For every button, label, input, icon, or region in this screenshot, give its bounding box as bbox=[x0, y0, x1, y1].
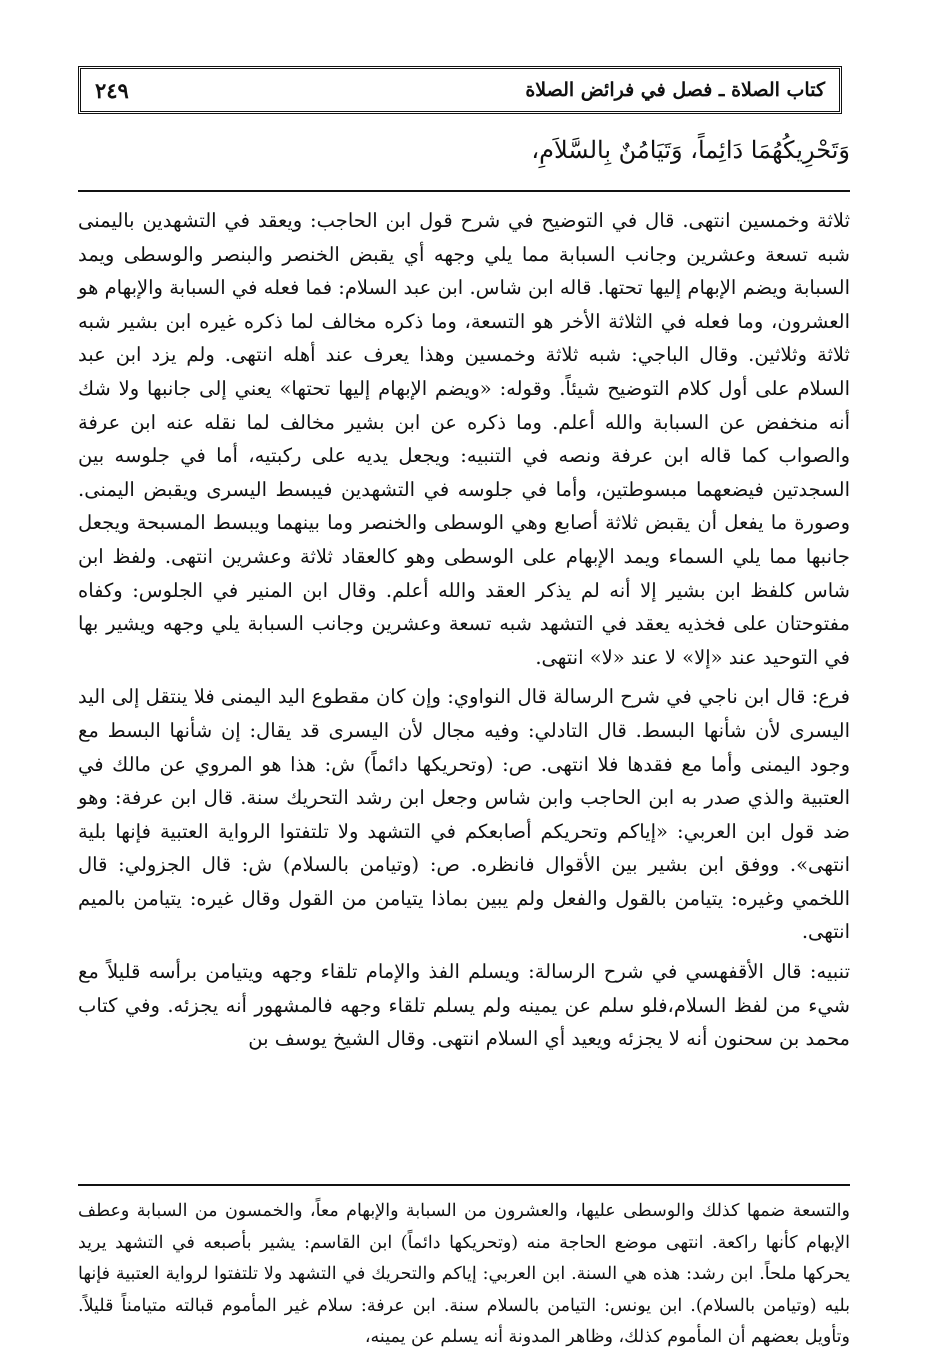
commentary-paragraph: فرع: قال ابن ناجي في شرح الرسالة قال النواوي: وإن كان مقطوع اليد اليمنى فلا ينتقل إلى اليد اليسرى لأن شأنها البسط. قال التادلي: وفيه مجال لأن اليسرى قد يقال: إن شأنها البسط مع وجود اليمنى وأما مع فقدها فلا انتهى. ص: (وتحريكها دائماً) ش: هذا هو المروي عن مالك في العتبية والذي صدر به ابن الحاجب وابن شاس وجعل ابن رشد التحريك سنة. قال ابن عرفة: وهو ضد قول ابن العربي: «إياكم وتحريكم أصابعكم في التشهد ولا تلتفتوا الرواية العتبية فإنها بلية انتهى». ووفق ابن بشير بين الأقوال فانظره. ص: (وتيامن بالسلام) ش: قال الجزولي: قال اللخمي وغيره: يتيامن بالقول والفعل ولم يبين بماذا يتيامن من القول وقال غيره: يتيامن بالميم انتهى. bbox=[78, 685, 850, 944]
matn-divider bbox=[78, 190, 850, 192]
commentary-paragraph: ثلاثة وخمسين انتهى. قال في التوضيح في شرح قول ابن الحاجب: ويعقد في التشهدين باليمنى شبه تسعة وعشرين وجانب السبابة مما يلي وجهه أي يقبض الخنصر والبنصر والوسطى ويمد السبابة ويضم الإبهام إليها تحتها. قاله ابن شاس. ابن عبد السلام: فما فعله في السبابة والإبهام هو العشرون، وما فعله في الثلاثة الأخر هو التسعة، وما ذكره مخالف لما ذكره غيره ابن بشير شبه ثلاثة وثلاثين. وقال الباجي: شبه ثلاثة وخمسين وهذا يعرف عند أهله انتهى. ولم يزد ابن عبد السلام على أول كلام التوضيح شيئاً. وقوله: «ويضم الإبهام إليها تحتها» يعني إلى جانبها ولا شك أنه منخفض عن السبابة والله أعلم. وما ذكره عن ابن بشير مخالف لما نقله عنه ابن عرفة والصواب كما قاله ابن عرفة ونصه في التنبيه: ويجعل يديه على ركبتيه، أما في جلوسه بين السجدتين فيضعهما مبسوطتين، وأما في جلوسه في التشهدين فيبسط اليسرى ويقبض اليمنى. وصورة ما يفعل أن يقبض ثلاثة أصابع وهي الوسطى والخنصر وما بينهما ويبسط المسبحة ويجعل جانبها مما يلي السماء ويمد الإبهام على الوسطى وهو كالعقاد ثلاثة وعشرين انتهى. ولفظ ابن شاس كلفظ ابن بشير إلا أنه لم يذكر العقد والله أعلم. وقال ابن المنير في الجلوس: وكفاه مفتوحتان على فخذيه يعقد في التشهد شبه تسعة وعشرين وجانب السبابة يلي وجهه ويشير بها في التوحيد عند «إلا» لا عند «لا» انتهى. bbox=[78, 209, 850, 669]
page-number: ٢٤٩ bbox=[95, 77, 129, 103]
commentary-paragraph: تنبيه: قال الأقفهسي في شرح الرسالة: ويسلم الفذ والإمام تلقاء وجهه ويتيامن برأسه قليلاً مع شيء من لفظ السلام،فلو سلم عن يمينه ولم يسلم تلقاء وجهه فالمشهور أنه يجزئه. وفي كتاب محمد بن سحنون أنه لا يجزئه ويعيد أي السلام انتهى. وقال الشيخ يوسف بن bbox=[78, 960, 850, 1051]
running-header bbox=[78, 66, 842, 114]
running-header-title: كتاب الصلاة ـ فصل في فرائض الصلاة bbox=[525, 79, 825, 101]
footnote-divider bbox=[78, 1184, 850, 1186]
footnote-section bbox=[78, 1196, 850, 1354]
commentary-section bbox=[78, 204, 850, 1056]
matn-text: وَتَحْرِيكُهُمَا دَائِماً، وَتَيَامُنٌ بِالسَّلاَمِ، bbox=[531, 136, 850, 164]
footnote-paragraph: والتسعة ضمها كذلك والوسطى عليها، والعشرون من السبابة والإبهام معاً، والخمسون من السبابة وعطف الإبهام كأنها راكعة. انتهى موضع الحاجة منه (وتحريكها دائماً) ابن القاسم: يشير بأصبعه في التشهد يريد يحركها ملحاً. ابن رشد: هذه هي السنة. ابن العربي: إياكم والتحريك في التشهد ولا تلتفتوا لرواية العتبية فإنها بليه (وتيامن بالسلام). ابن يونس: التيامن بالسلام سنة. ابن عرفة: سلام غير المأموم قبالته متيامناً قليلاً. وتأويل بعضهم أن المأموم كذلك، وظاهر المدونة أنه يسلم عن يمينه، bbox=[78, 1201, 850, 1347]
book-page bbox=[78, 66, 850, 1347]
